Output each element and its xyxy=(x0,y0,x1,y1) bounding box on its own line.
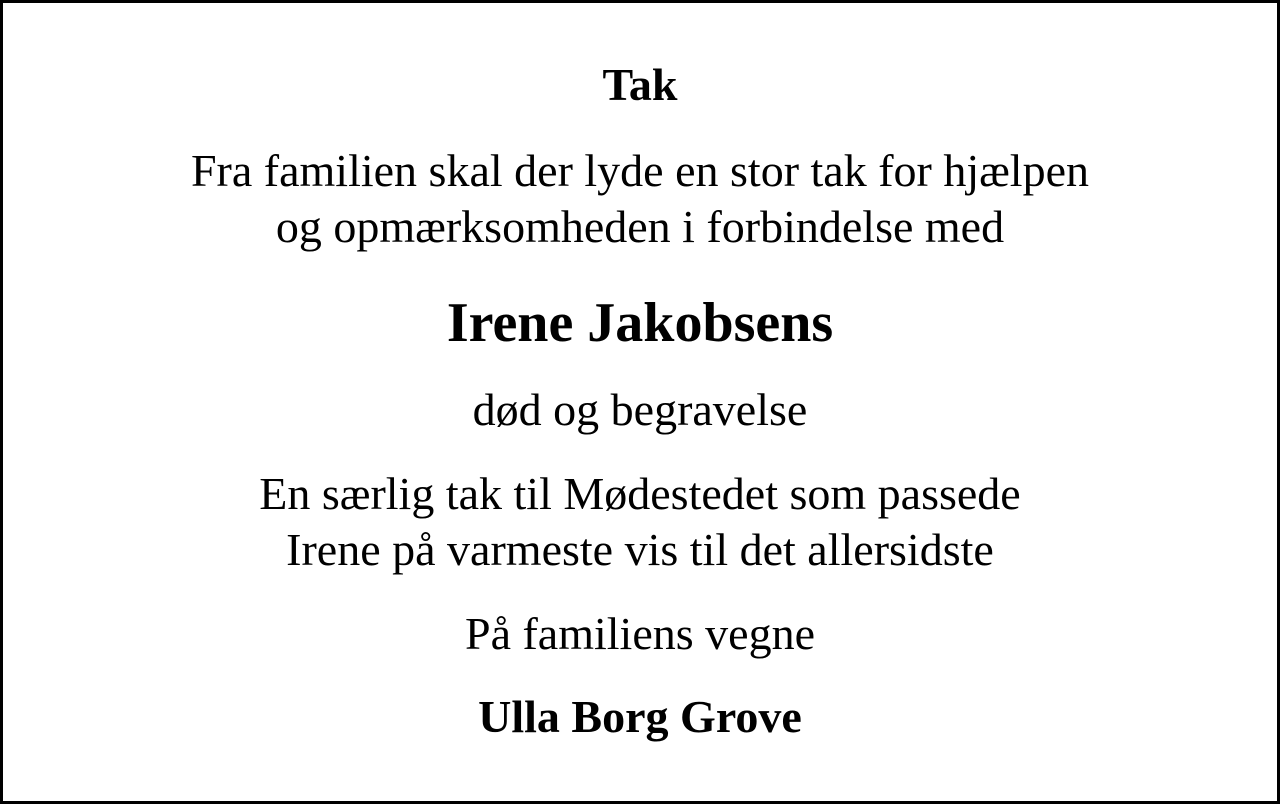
intro-line: og opmærksomheden i forbindelse med xyxy=(275,201,1005,252)
special-thanks-line: En særlig tak til Mødestedet som passede xyxy=(259,468,1021,519)
notice-subject: død og begravelse xyxy=(472,384,808,435)
intro-paragraph xyxy=(3,143,1277,255)
on-behalf-text: På familiens vegne xyxy=(464,608,815,659)
notice-heading: Tak xyxy=(602,59,678,110)
intro-line: Fra familien skal der lyde en stor tak for hjælpen xyxy=(190,145,1090,196)
signature: Ulla Borg Grove xyxy=(478,691,802,742)
special-thanks-line: Irene på varmeste vis til det allersidste xyxy=(286,524,994,575)
special-thanks-paragraph xyxy=(3,466,1277,578)
deceased-name: Irene Jakobsens xyxy=(446,292,834,354)
